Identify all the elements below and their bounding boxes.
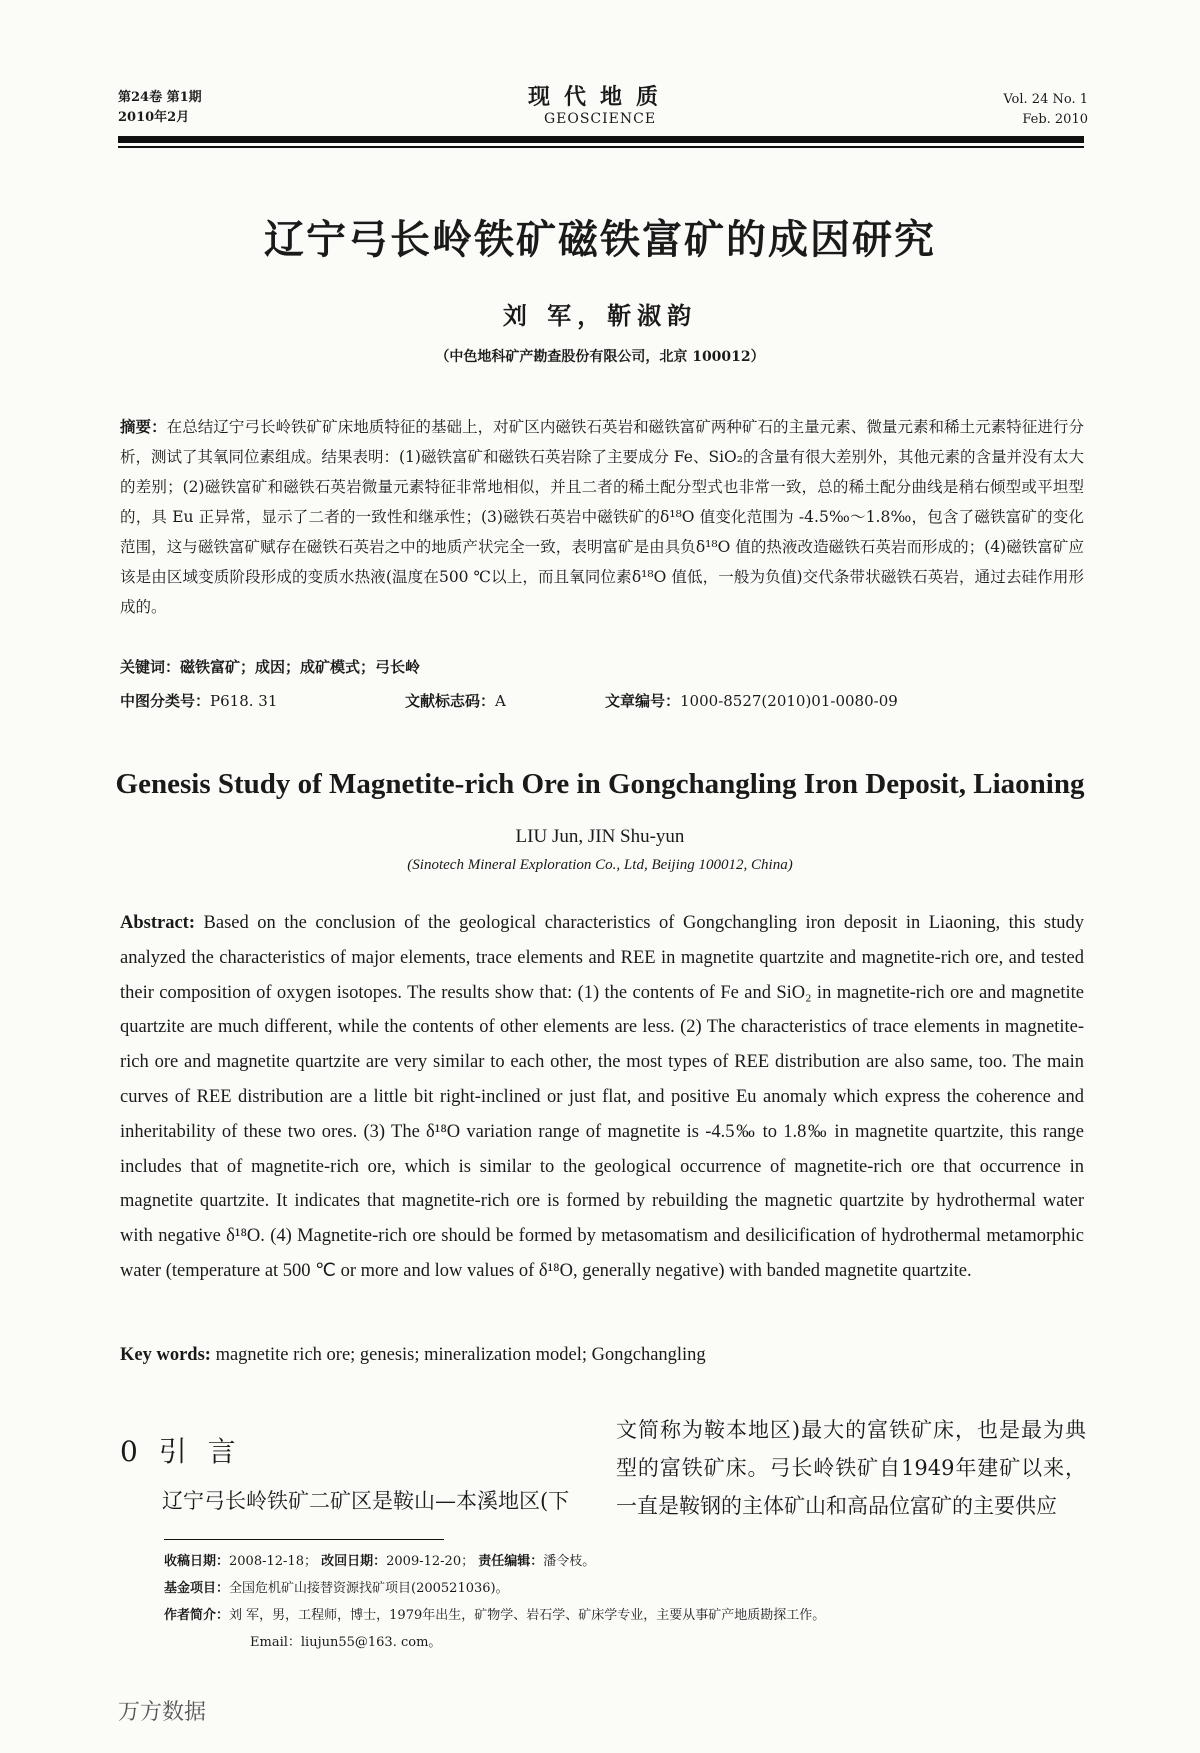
- bio-label: 作者简介：: [164, 1608, 230, 1623]
- journal-name-cn: 现代地质: [527, 84, 672, 110]
- keywords-en-label: Key words:: [120, 1345, 211, 1365]
- volume-issue-cn: 第24卷 第1期: [118, 90, 202, 105]
- footnote-fund: [164, 1575, 825, 1602]
- footnote-divider: [164, 1539, 444, 1540]
- article-no-label: 文章编号：: [605, 692, 681, 710]
- received-label: 收稿日期：: [164, 1554, 230, 1569]
- fund-label: 基金项目：: [164, 1581, 230, 1596]
- date-en: Feb. 2010: [1022, 112, 1088, 127]
- author-email: Email：liujun55@163. com。: [250, 1635, 442, 1650]
- editor-label: 责任编辑：: [478, 1554, 544, 1569]
- abstract-cn-label: 摘要：: [120, 417, 167, 436]
- clc-value: P618. 31: [210, 692, 278, 710]
- footnote-author-bio: [164, 1602, 825, 1629]
- watermark-text: 万方数据: [118, 1700, 207, 1725]
- abstract-en-label: Abstract:: [120, 913, 196, 933]
- authors-en: LIU Jun, JIN Shu-yun: [515, 826, 685, 847]
- header-rule-thick: [118, 136, 1084, 143]
- doc-code-value: A: [495, 692, 506, 710]
- document-code: [405, 690, 506, 711]
- section-heading-introduction: 0 引 言: [120, 1435, 242, 1468]
- footnote-dates: [164, 1548, 825, 1575]
- revised-date: 2009-12-20；: [386, 1554, 475, 1569]
- abstract-en: [120, 906, 1084, 1289]
- article-number: [605, 690, 898, 711]
- revised-label: 改回日期：: [321, 1554, 387, 1569]
- received-date: 2008-12-18；: [229, 1554, 317, 1569]
- article-title-en: Genesis Study of Magnetite-rich Ore in Gongchangling Iron Deposit, Liaoning: [115, 768, 1085, 800]
- journal-name-en: GEOSCIENCE: [543, 111, 657, 127]
- affiliation-en: (Sinotech Mineral Exploration Co., Ltd, Beijing 100012, China): [407, 857, 793, 873]
- footnotes: [164, 1548, 825, 1656]
- fund-text: 全国危机矿山接替资源找矿项目(200521036)。: [229, 1581, 509, 1596]
- clc-label: 中图分类号：: [120, 692, 211, 710]
- editor-name: 潘令枝。: [543, 1554, 596, 1569]
- header-rule-thin: [118, 146, 1084, 148]
- affiliation-cn: （中色地科矿产勘查股份有限公司，北京 100012）: [435, 349, 765, 365]
- keywords-en-text: magnetite rich ore; genesis; mineralization model; Gongchangling: [215, 1345, 706, 1365]
- keywords-cn-text: 磁铁富矿；成因；成矿模式；弓长岭: [180, 658, 421, 676]
- body-text-left-column: 辽宁弓长岭铁矿二矿区是鞍山—本溪地区(下: [162, 1489, 570, 1513]
- body-text-right-column: 文简称为鞍本地区)最大的富铁矿床，也是最为典型的富铁矿床。弓长岭铁矿自1949年建矿以来，一直是鞍钢的主体矿山和高品位富矿的主要供应: [616, 1418, 1086, 1518]
- keywords-cn-label: 关键词：: [120, 658, 181, 676]
- authors-cn: 刘 军，靳淑韵: [502, 301, 698, 330]
- date-cn: 2010年2月: [118, 110, 190, 125]
- volume-issue-en: Vol. 24 No. 1: [1003, 92, 1088, 107]
- clc-number: [120, 690, 277, 711]
- keywords-en: [120, 1345, 706, 1366]
- abstract-cn: [120, 412, 1084, 622]
- bio-text: 刘 军，男，工程师，博士，1979年出生，矿物学、岩石学、矿床学专业，主要从事矿产地质勘探工作。: [229, 1608, 826, 1623]
- keywords-cn: [120, 656, 420, 677]
- article-title-cn: 辽宁弓长岭铁矿磁铁富矿的成因研究: [264, 217, 936, 263]
- article-no-value: 1000-8527(2010)01-0080-09: [680, 692, 898, 710]
- header-right: [1003, 90, 1088, 130]
- abstract-cn-text: 在总结辽宁弓长岭铁矿矿床地质特征的基础上，对矿区内磁铁石英岩和磁铁富矿两种矿石的主量元素、微量元素和稀土元素特征进行分析，测试了其氧同位素组成。结果表明：(1)磁铁富矿和磁铁石英岩除了主要成分 Fe、SiO₂的含量有很大差别外，其他元素的含量并没有太大的差别；(2)磁铁富矿和磁铁石英岩微量元素特征非常地相似，并且二者的稀土配分型式也非常一致，总的稀土配分曲线是稍右倾型或平坦型的，具 Eu 正异常，显示了二者的一致性和继承性；(3)磁铁石英岩中磁铁矿的δ¹⁸O 值变化范围为 -4.5‰～1.8‰，包含了磁铁富矿的变化范围，这与磁铁富矿赋存在磁铁石英岩之中的地质产状完全一致，表明富矿是由具负δ¹⁸O 值的热液改造磁铁石英岩而形成的；(4)磁铁富矿应该是由区域变质阶段形成的变质水热液(温度在500 ℃以上，而且氧同位素δ¹⁸O 值低，一般为负值)交代条带状磁铁石英岩，通过去硅作用形成的。: [120, 418, 1084, 616]
- abstract-en-text: Based on the conclusion of the geological characteristics of Gongchangling iron deposit in Liaoning, this study analyzed the characteristics of major elements, trace elements and REE in magnetite quartzite and magnetite-rich ore, and tested their composition of oxygen isotopes. The results show that: (1) the contents of Fe and SiO₂ in magnetite-rich ore and magnetite quartzite are much different, while the contents of other elements are less. (2) The characteristics of trace elements in magnetite-rich ore and magnetite quartzite are very similar to each other, the most types of REE distribution are also same, too. The main curves of REE distribution are a little bit right-inclined or just flat, and positive Eu anomaly which express the coherence and inheritability of these two ores. (3) The δ¹⁸O variation range of magnetite is -4.5‰ to 1.8‰ in magnetite quartzite, this range includes that of magnetite-rich ore, which is similar to the geological occurrence of magnetite-rich ore that occurrence in magnetite quartzite. It indicates that magnetite-rich ore is formed by rebuilding the magnetic quartzite by hydrothermal water with negative δ¹⁸O. (4) Magnetite-rich ore should be formed by metasomatism and desilicification of hydrothermal metamorphic water (temperature at 500 ℃ or more and low values of δ¹⁸O, generally negative) with banded magnetite quartzite.: [120, 913, 1085, 1281]
- doc-code-label: 文献标志码：: [405, 692, 496, 710]
